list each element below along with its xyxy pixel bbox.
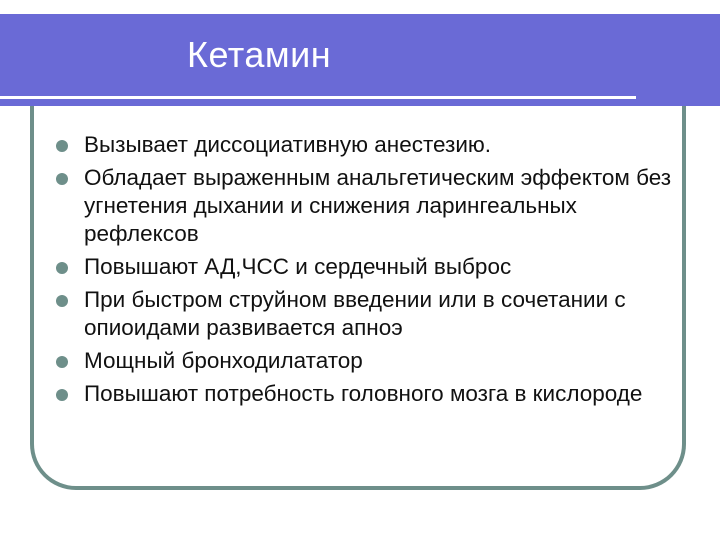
- bullet-dot-icon: [56, 262, 68, 274]
- bullet-text: Мощный бронходилататор: [84, 348, 363, 373]
- bullet-item: [54, 131, 674, 159]
- bullet-item: [54, 286, 674, 342]
- bullet-text: Вызывает диссоциативную анестезию.: [84, 132, 492, 157]
- bullet-dot-icon: [56, 295, 68, 307]
- bullet-item: [54, 253, 674, 281]
- bullet-text: Повышают потребность головного мозга в кислороде: [84, 381, 643, 406]
- bullet-dot-icon: [56, 389, 68, 401]
- bullet-dot-icon: [56, 173, 68, 185]
- bullet-dot-icon: [56, 140, 68, 152]
- slide-title: Кетамин: [187, 34, 332, 75]
- title-bar: [0, 14, 720, 106]
- bullet-item: [54, 347, 674, 375]
- title-underline: [0, 96, 636, 99]
- bullet-item: [54, 164, 674, 248]
- bullet-list: [54, 131, 674, 413]
- bullet-text: Обладает выраженным анальгетическим эффектом без угнетения дыхании и снижения ларингеальных рефлексов: [84, 165, 672, 246]
- bullet-item: [54, 380, 674, 408]
- bullet-dot-icon: [56, 356, 68, 368]
- bullet-text: При быстром струйном введении или в сочетании с опиоидами развивается апноэ: [84, 287, 626, 340]
- bullet-text: Повышают АД,ЧСС и сердечный выброс: [84, 254, 512, 279]
